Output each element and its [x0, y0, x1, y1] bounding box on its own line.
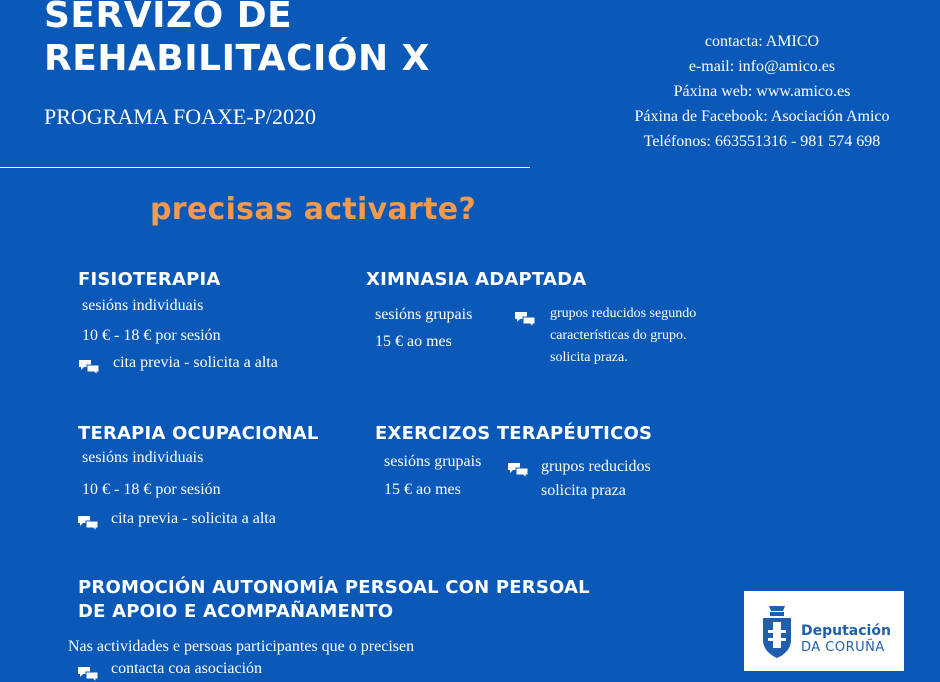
chat-bubbles-icon: [514, 311, 536, 327]
ximnasia-heading: XIMNASIA ADAPTADA: [366, 269, 587, 290]
promocion-description: Nas actividades e persoas participantes que o precisen: [68, 638, 415, 655]
contact-line: contacta: AMICO: [704, 33, 820, 50]
logo-text-line-1: Deputación: [801, 623, 891, 639]
ximnasia-note-2: características do grupo.: [550, 328, 687, 343]
promocion-heading-line-2: DE APOIO E ACOMPAÑAMENTO: [78, 601, 394, 622]
promocion-heading-line-1: PROMOCIÓN AUTONOMÍA PERSOAL CON PERSOAL: [78, 577, 590, 598]
exercizos-note-1: grupos reducidos: [541, 458, 651, 475]
header-divider: [0, 167, 530, 168]
ximnasia-sessions: sesións grupais: [375, 306, 473, 323]
exercizos-heading: EXERCIZOS TERAPÉUTICOS: [375, 423, 653, 444]
terapia-price: 10 € - 18 € por sesión: [82, 481, 221, 498]
fisioterapia-heading: FISIOTERAPIA: [78, 269, 221, 290]
hook-headline: precisas activarte?: [150, 192, 477, 227]
fisioterapia-note: cita previa - solicita a alta: [113, 354, 278, 371]
ximnasia-price: 15 € ao mes: [375, 333, 452, 350]
deputacion-logo: [744, 591, 904, 671]
terapia-heading: TERAPIA OCUPACIONAL: [78, 423, 319, 444]
chat-bubbles-icon: [77, 666, 99, 682]
chat-bubbles-icon: [77, 515, 99, 531]
deputacion-crest-icon: [759, 602, 795, 660]
chat-bubbles-icon: [78, 359, 100, 375]
title-line-2: REHABILITACIÓN X: [44, 38, 430, 79]
title-line-1: SERVIZO DE: [44, 0, 293, 36]
contact-facebook: Páxina de Facebook: Asociación Amico: [634, 108, 890, 125]
contact-phones: Teléfonos: 663551316 - 981 574 698: [643, 133, 881, 150]
logo-text-line-2: DA CORUÑA: [801, 640, 885, 655]
exercizos-sessions: sesións grupais: [384, 453, 482, 470]
contact-email: e-mail: info@amico.es: [688, 58, 836, 75]
chat-bubbles-icon: [507, 462, 529, 478]
contact-block: [602, 29, 922, 154]
contact-website: Páxina web: www.amico.es: [673, 83, 851, 100]
fisioterapia-price: 10 € - 18 € por sesión: [82, 327, 221, 344]
ximnasia-note-3: solicita praza.: [550, 350, 628, 365]
fisioterapia-sessions: sesións individuais: [82, 297, 204, 314]
terapia-sessions: sesións individuais: [82, 449, 204, 466]
ximnasia-note-1: grupos reducidos segundo: [550, 306, 697, 321]
exercizos-note-2: solicita praza: [541, 482, 626, 499]
program-subtitle: PROGRAMA FOAXE-P/2020: [44, 104, 316, 129]
exercizos-price: 15 € ao mes: [384, 481, 461, 498]
terapia-note: cita previa - solicita a alta: [111, 510, 276, 527]
ximnasia-note-block: [550, 303, 696, 369]
promocion-note: contacta coa asociación: [111, 660, 263, 677]
